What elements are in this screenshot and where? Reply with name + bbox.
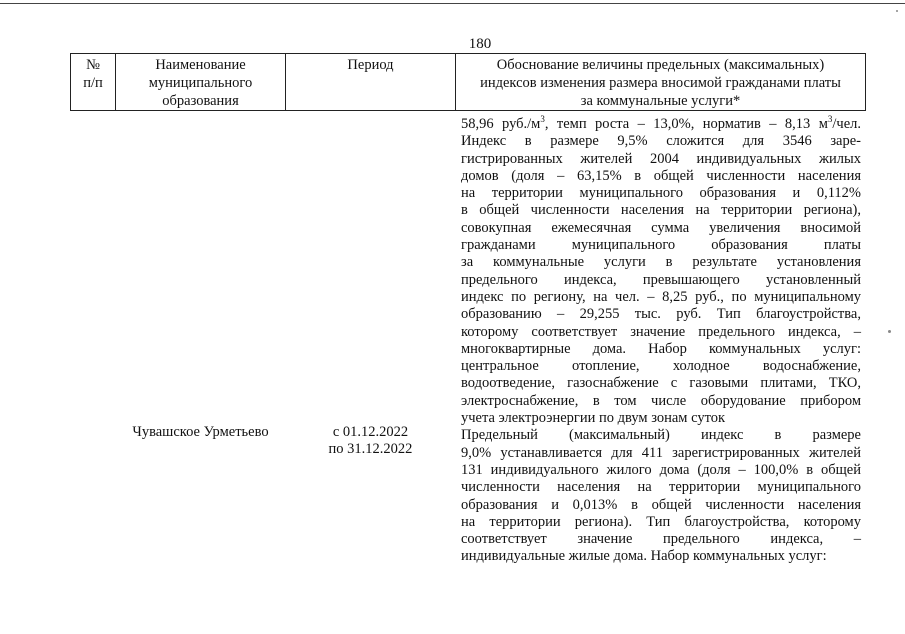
row2-justification — [461, 427, 861, 565]
row2-text-line: 9,0% устанавливается для 411 зарегистрированных жителей — [461, 444, 861, 461]
scan-speck — [896, 10, 898, 12]
row1-text-line: Индекс в размере 9,5% сложится для 3546 заре- — [461, 133, 861, 150]
row1-text-line: многоквартирные дома. Набор коммунальных услуг: — [461, 340, 861, 357]
row2-text-line: Предельный (максимальный) индекс в размере — [461, 427, 861, 444]
row1-first-line-a: 58,96 руб./м — [461, 116, 541, 132]
header-period-text: Период — [347, 57, 394, 73]
scan-speck — [888, 330, 891, 333]
top-border-line — [0, 3, 905, 4]
header-cell-municipality — [115, 53, 286, 111]
header-municipality-text: Наименование муниципального образования — [148, 57, 253, 109]
municipality-name: Чувашское Урметьево — [132, 424, 269, 440]
row1-text-line: центральное отопление, холодное водоснабжение, — [461, 358, 861, 375]
row1-sup-2: 3 — [827, 114, 833, 125]
period-from: с 01.12.2022 — [332, 424, 409, 440]
header-justification-text: Обоснование величины предельных (максимальных) индексов изменения размера вносимой гражданами платы за коммунальные услуги* — [480, 57, 841, 109]
header-number-text: № п/п — [83, 57, 103, 91]
row1-text-line: электроснабжение, в том числе оборудование прибором — [461, 392, 861, 409]
row1-text-line: водоотведение, газоснабжение с газовыми плитами, ТКО, — [461, 375, 861, 392]
row1-text-line: за коммунальные услуги в результате установления — [461, 254, 861, 271]
row1-first-line-c: /чел. — [832, 116, 861, 132]
row1-text-line: предельного индекса, превышающего установленный — [461, 271, 861, 288]
justification-text-column — [461, 116, 861, 566]
row1-text-line: домов (доля – 63,15% в общей численности населения — [461, 167, 861, 184]
row2-text-line: 131 индивидуального жилого дома (доля – 100,0% в общей — [461, 461, 861, 478]
row1-text-line: на территории муниципального образования и 0,112% — [461, 185, 861, 202]
row1-text-line: совокупная ежемесячная сумма увеличения вносимой — [461, 219, 861, 236]
row1-text-line: индекс по региону, на чел. – 8,25 руб., по муниципальному — [461, 288, 861, 305]
row1-text-line: учета электроэнергии по двум зонам суток — [461, 410, 726, 427]
header-cell-number — [70, 53, 116, 111]
row2-text-line: соответствует значение предельного индекса, – — [461, 531, 861, 548]
row1-text-line: гистрированных жителей 2004 индивидуальных жилых — [461, 150, 861, 167]
row1-justification — [461, 133, 861, 427]
header-cell-justification — [455, 53, 866, 111]
row2-text-line: численности населения на территории муниципального — [461, 479, 861, 496]
row2-text-line: индивидуальные жилые дома. Набор коммунальных услуг: — [461, 548, 827, 565]
row1-text-line: образованию – 29,255 тыс. руб. Тип благоустройства, — [461, 306, 861, 323]
row2-text-line: на территории региона). Тип благоустройства, которому — [461, 513, 861, 530]
row2-text-line: образования и 0,013% в общей численности населения — [461, 496, 861, 513]
period-cell — [288, 424, 453, 459]
row1-text-line: в общей численности населения на территории региона), — [461, 202, 861, 219]
row1-first-line-b: , темп роста – 13,0%, норматив – 8,13 м — [544, 116, 828, 132]
period-to: по 31.12.2022 — [328, 441, 413, 458]
header-cell-period — [285, 53, 456, 111]
page-number: 180 — [468, 36, 492, 52]
row1-text-line: гражданами муниципального образования платы — [461, 237, 861, 254]
row1-first-line — [461, 116, 861, 133]
row1-text-line: которому соответствует значение предельного индекса, – — [461, 323, 861, 340]
row1-sup-1: 3 — [540, 114, 545, 125]
